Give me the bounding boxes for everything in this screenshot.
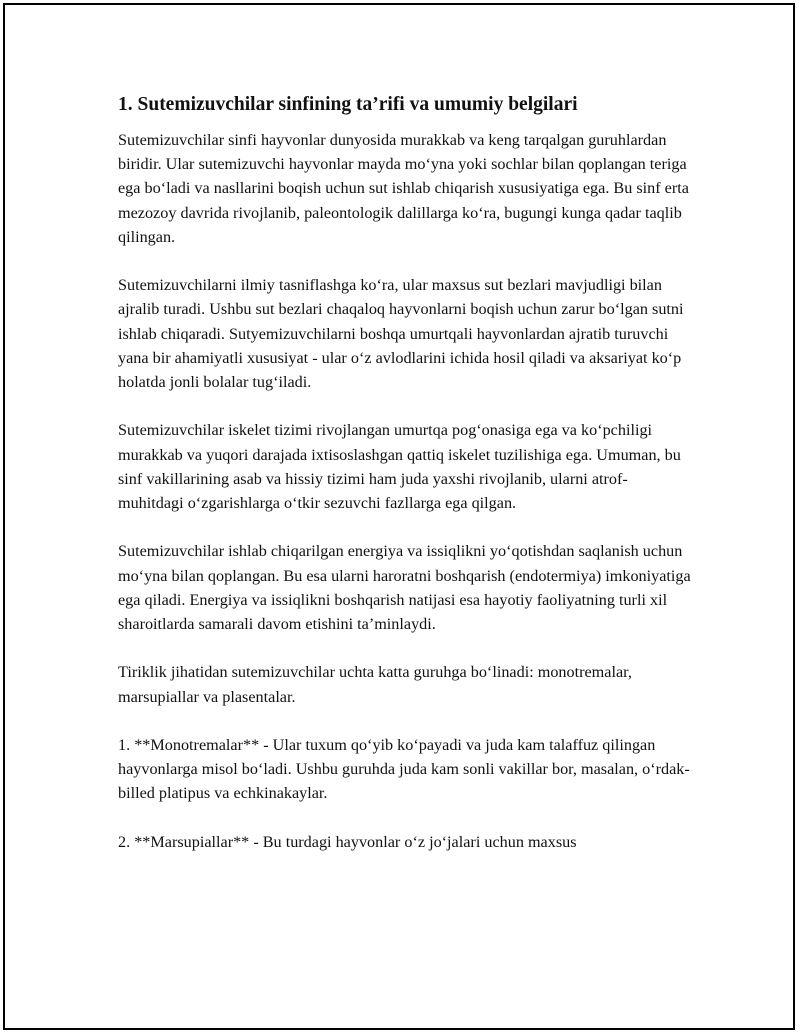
paragraph-groups-intro: Tiriklik jihatidan sutemizuvchilar uchta katta guruhga bo‘linadi: monotremalar, marsupiallar va plasentalar. (118, 663, 632, 706)
paragraph-skeleton: Sutemizuvchilar iskelet tizimi rivojlangan umurtqa pog‘onasiga ega va ko‘pchiligi murakkab va yuqori darajada ixtisoslashgan qattiq iskelet tuzilishiga ega. Umuman, bu sinf vakillarining asab va hissiy tizimi ham juda yaxshi rivojlanib, ularni atrof-muhitdagi o‘zgarishlarga o‘tkir sezuvchi fazllarga ega qilgan. (118, 421, 681, 513)
section-heading: 1. Sutemizuvchilar sinfining ta’rifi va umumiy belgilari (118, 94, 578, 115)
paragraph-definition: Sutemizuvchilar sinfi hayvonlar dunyosida murakkab va keng tarqalgan guruhlardan biridir. Ular sutemizuvchi hayvonlar mayda mo‘yna yoki sochlar bilan qoplangan teriga ega bo‘ladi va nasllarini boqish uchun sut ishlab chiqarish xususiyatiga ega. Bu sinf erta mezozoy davrida rivojlanib, paleontologik dalillarga ko‘ra, bugungi kunga qadar taqlib qilingan. (118, 131, 689, 246)
list-item-marsupials: 2. **Marsupiallar** - Bu turdagi hayvonlar o‘z jo‘jalari uchun maxsus (118, 832, 577, 851)
list-item-monotremes: 1. **Monotremalar** - Ular tuxum qo‘yib ko‘payadi va juda kam talaffuz qilingan hayvonlarga misol bo‘ladi. Ushbu guruhda juda kam sonli vakillar bor, masalan, o‘rdak-billed platipus va echkinakaylar. (118, 736, 690, 803)
paragraph-classification: Sutemizuvchilarni ilmiy tasniflashga ko‘ra, ular maxsus sut bezlari mavjudligi bilan ajralib turadi. Ushbu sut bezlari chaqaloq hayvonlarni boqish uchun zarur bo‘lgan sutni ishlab chiqaradi. Sutyemizuvchilarni boshqa umurtqali hayvonlardan ajratib turuvchi yana bir ahamiyatli xususiyat - ular o‘z avlodlarini ichida hosil qiladi va aksariyat ko‘p holatda jonli bolalar tug‘iladi. (118, 276, 684, 392)
document-body (118, 92, 693, 878)
paragraph-thermoregulation: Sutemizuvchilar ishlab chiqarilgan energiya va issiqlikni yo‘qotishdan saqlanish uchun mo‘yna bilan qoplangan. Bu esa ularni haroratni boshqarish (endotermiya) imkoniyatiga ega qiladi. Energiya va issiqlikni boshqarish natijasi esa hayotiy faoliyatning turli xil sharoitlarda samarali davom etishini ta’minlaydi. (118, 542, 691, 634)
